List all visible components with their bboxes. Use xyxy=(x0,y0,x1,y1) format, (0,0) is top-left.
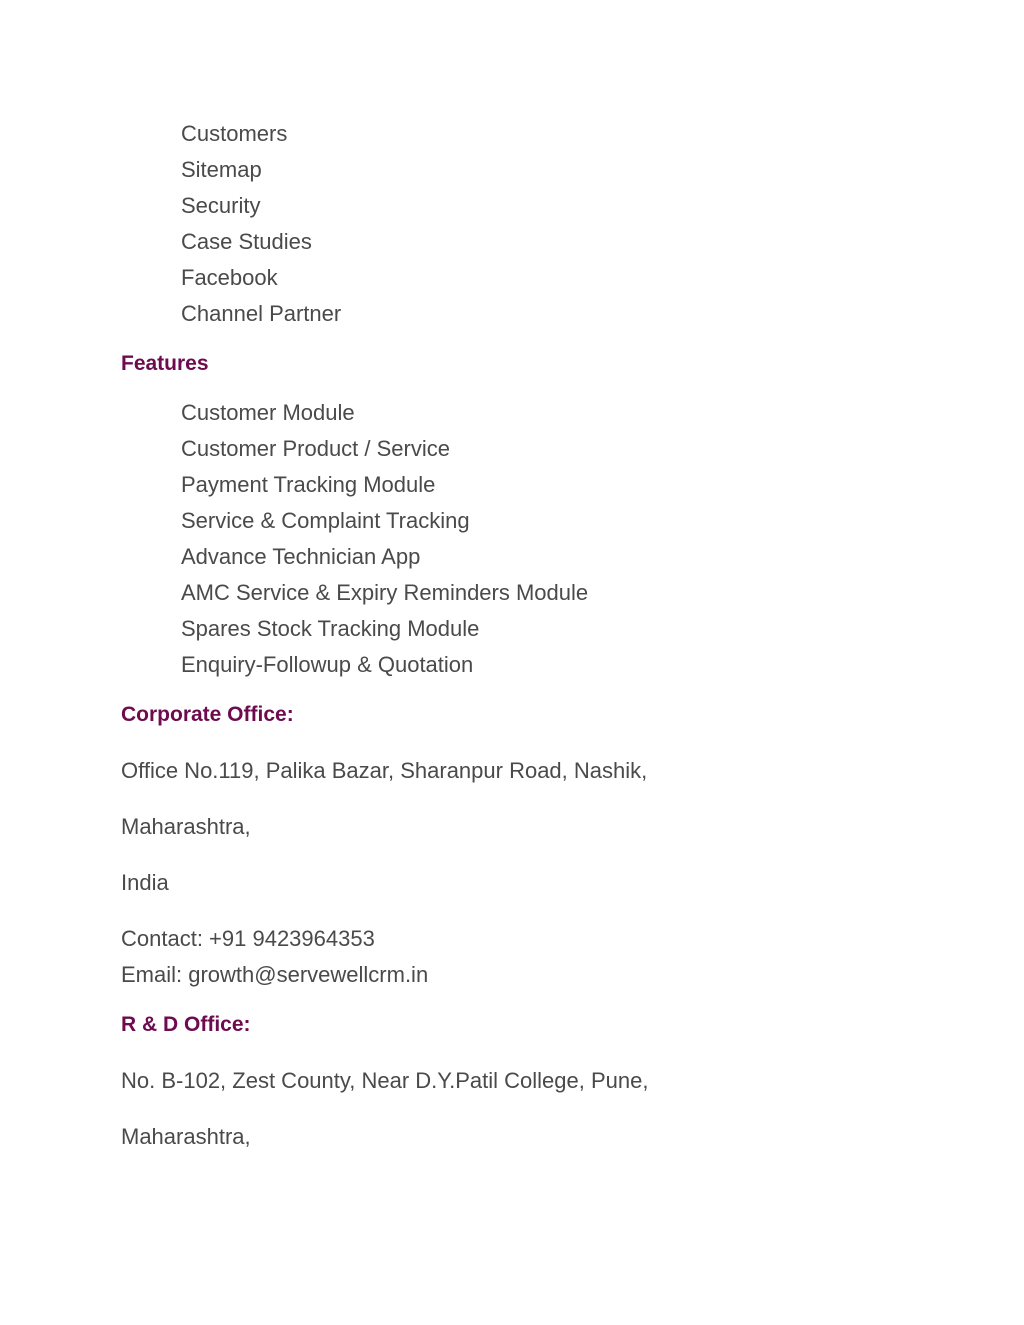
feature-item[interactable]: Spares Stock Tracking Module xyxy=(181,616,480,641)
feature-item[interactable]: Customer Module xyxy=(181,400,355,425)
link-facebook[interactable]: Facebook xyxy=(181,265,278,290)
feature-item[interactable]: Advance Technician App xyxy=(181,544,421,569)
rd-address-line2: Maharashtra, xyxy=(121,1124,251,1149)
feature-item[interactable]: Service & Complaint Tracking xyxy=(181,508,470,533)
link-case-studies[interactable]: Case Studies xyxy=(181,229,312,254)
rd-address-line1: No. B-102, Zest County, Near D.Y.Patil College, Pune, xyxy=(121,1068,649,1093)
feature-item[interactable]: AMC Service & Expiry Reminders Module xyxy=(181,580,589,605)
corporate-address-line2: Maharashtra, xyxy=(121,814,251,839)
corporate-email[interactable]: Email: growth@servewellcrm.in xyxy=(121,962,429,987)
corporate-contact: Contact: +91 9423964353 xyxy=(121,926,375,951)
link-customers[interactable]: Customers xyxy=(181,121,288,146)
link-channel-partner[interactable]: Channel Partner xyxy=(181,301,342,326)
features-heading: Features xyxy=(121,352,209,375)
feature-item[interactable]: Payment Tracking Module xyxy=(181,472,436,497)
corporate-address-line1: Office No.119, Palika Bazar, Sharanpur Road, Nashik, xyxy=(121,758,648,783)
feature-item[interactable]: Enquiry-Followup & Quotation xyxy=(181,652,474,677)
rd-office-heading: R & D Office: xyxy=(121,1013,251,1036)
link-sitemap[interactable]: Sitemap xyxy=(181,157,262,182)
feature-item[interactable]: Customer Product / Service xyxy=(181,436,450,461)
corporate-address-line3: India xyxy=(121,870,169,895)
link-security[interactable]: Security xyxy=(181,193,261,218)
corporate-office-heading: Corporate Office: xyxy=(121,703,294,726)
